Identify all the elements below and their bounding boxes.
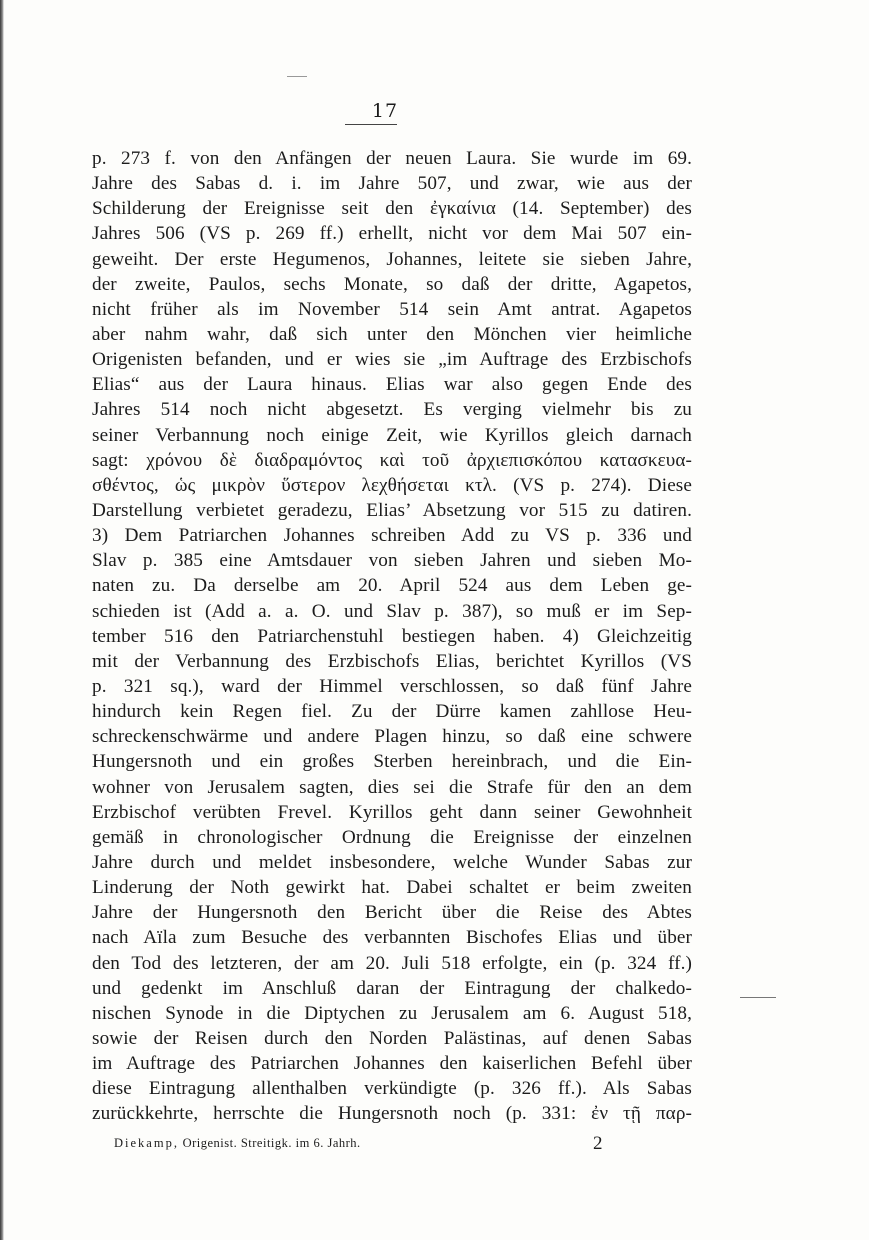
text-line: und gedenkt im Anschluß daran der Eintragung der chalkedo-: [92, 977, 692, 999]
footer-title: Origenist. Streitigk. im 6. Jahrh.: [182, 1136, 361, 1150]
text-line: Jahres 514 noch nicht abgesetzt. Es verging vielmehr bis zu: [92, 399, 692, 421]
text-line: Elias“ aus der Laura hinaus. Elias war also gegen Ende des: [92, 374, 692, 396]
footer-citation: [114, 1136, 634, 1151]
text-line: nach Aïla zum Besuche des verbannten Bischofes Elias und über: [92, 927, 692, 949]
page-number: 17: [371, 100, 399, 122]
text-line: nicht früher als im November 514 sein Amt antrat. Agapetos: [92, 298, 692, 320]
text-line: Schilderung der Ereignisse seit den ἐγκαίνια (14. September) des: [92, 198, 692, 220]
text-line: sowie der Reisen durch den Norden Palästinas, auf denen Sabas: [92, 1027, 692, 1049]
text-line: 3) Dem Patriarchen Johannes schreiben Add zu VS p. 336 und: [92, 525, 692, 547]
text-line: zurückkehrte, herrschte die Hungersnoth noch (p. 331: ἐν τῇ παρ-: [92, 1103, 692, 1125]
text-line: σθέντος, ὡς μικρὸν ὕστερον λεχθήσεται κτλ. (VS p. 274). Diese: [92, 474, 692, 496]
text-line: Jahre des Sabas d. i. im Jahre 507, und zwar, wie aus der: [92, 173, 692, 195]
text-line: Jahre der Hungersnoth den Bericht über die Reise des Abtes: [92, 902, 692, 924]
text-line: mit der Verbannung des Erzbischofs Elias, berichtet Kyrillos (VS: [92, 650, 692, 672]
text-line: Slav p. 385 eine Amtsdauer von sieben Jahren und sieben Mo-: [92, 550, 692, 572]
text-line: tember 516 den Patriarchenstuhl bestiegen haben. 4) Gleichzeitig: [92, 625, 692, 647]
text-line: seiner Verbannung noch einige Zeit, wie Kyrillos gleich darnach: [92, 424, 692, 446]
text-line: der zweite, Paulos, sechs Monate, so daß der dritte, Agapetos,: [92, 273, 692, 295]
text-line: Darstellung verbietet geradezu, Elias’ Absetzung vor 515 zu datiren.: [92, 499, 692, 521]
text-line: Linderung der Noth gewirkt hat. Dabei schaltet er beim zweiten: [92, 877, 692, 899]
text-line: hindurch kein Regen fiel. Zu der Dürre kamen zahllose Heu-: [92, 701, 692, 723]
text-line: nischen Synode in die Diptychen zu Jerusalem am 6. August 518,: [92, 1002, 692, 1024]
text-line: Hungersnoth und ein großes Sterben hereinbrach, und die Ein-: [92, 751, 692, 773]
text-line: im Auftrage des Patriarchen Johannes den kaiserlichen Befehl über: [92, 1053, 692, 1075]
text-line: p. 273 f. von den Anfängen der neuen Laura. Sie wurde im 69.: [92, 148, 692, 169]
page-number-rule: [345, 124, 397, 125]
text-line: Jahres 506 (VS p. 269 ff.) erhellt, nicht vor dem Mai 507 ein-: [92, 223, 692, 245]
footer-author: Diekamp,: [114, 1136, 179, 1150]
scan-artifact-mark: [287, 76, 307, 77]
body-text: [92, 146, 692, 1126]
scan-edge: [0, 0, 4, 1240]
text-line: Erzbischof verübten Frevel. Kyrillos geht dann seiner Gewohnheit: [92, 801, 692, 823]
text-line: Origenisten befanden, und er wies sie „im Auftrage des Erzbischofs: [92, 349, 692, 371]
text-line: gemäß in chronologischer Ordnung die Ereignisse der einzelnen: [92, 826, 692, 848]
text-line: naten zu. Da derselbe am 20. April 524 aus dem Leben ge-: [92, 575, 692, 597]
text-line: sagt: χρόνου δὲ διαδραμόντος καὶ τοῦ ἀρχιεπισκόπου κατασκευα-: [92, 449, 692, 471]
signature-mark: 2: [593, 1133, 603, 1154]
text-line: geweiht. Der erste Hegumenos, Johannes, leitete sie sieben Jahre,: [92, 248, 692, 270]
text-line: p. 321 sq.), ward der Himmel verschlossen, so daß fünf Jahre: [92, 675, 692, 697]
text-line: den Tod des letzteren, der am 20. Juli 518 erfolgte, ein (p. 324 ff.): [92, 952, 692, 974]
text-line: Jahre durch und meldet insbesondere, welche Wunder Sabas zur: [92, 851, 692, 873]
text-line: schreckenschwärme und andere Plagen hinzu, so daß eine schwere: [92, 726, 692, 748]
text-line: aber nahm wahr, daß sich unter den Mönchen vier heimliche: [92, 323, 692, 345]
scan-artifact-mark: [740, 997, 776, 998]
text-line: schieden ist (Add a. a. O. und Slav p. 387), so muß er im Sep-: [92, 600, 692, 622]
text-line: wohner von Jerusalem sagten, dies sei die Strafe für den an dem: [92, 776, 692, 798]
text-line: diese Eintragung allenthalben verkündigte (p. 326 ff.). Als Sabas: [92, 1078, 692, 1100]
